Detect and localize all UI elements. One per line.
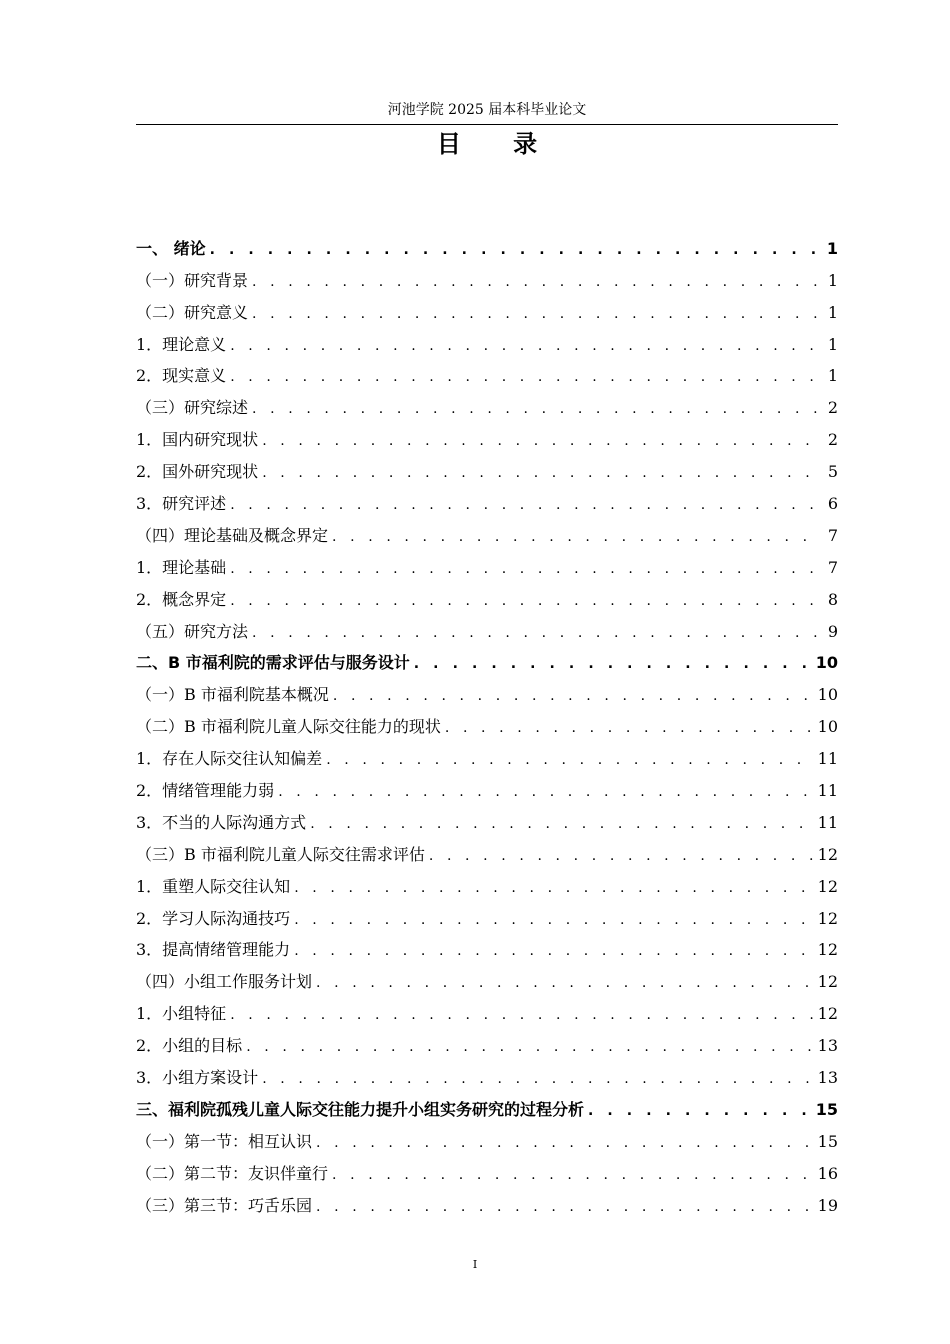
toc-entry-page: 13	[817, 1036, 838, 1056]
toc-entry-title: （五）研究方法	[136, 621, 249, 641]
toc-leader-dots	[414, 652, 812, 676]
toc-entry[interactable]	[136, 453, 838, 485]
toc-entry-title: （一）B 市福利院基本概况	[136, 685, 329, 705]
toc-entry[interactable]	[136, 740, 838, 772]
toc-leader-dots	[252, 397, 822, 421]
toc-entry-page: 11	[817, 749, 838, 769]
page-number: I	[472, 1258, 478, 1271]
toc-title: 目 录	[436, 130, 560, 158]
toc-entry-title: （三）B 市福利院儿童人际交往需求评估	[136, 844, 425, 864]
toc-entry-page: 10	[817, 717, 838, 737]
toc-entry-title: 2．国外研究现状	[136, 462, 259, 482]
toc-entry-title: （二）B 市福利院儿童人际交往能力的现状	[136, 717, 441, 737]
toc-entry-page: 1	[827, 366, 838, 386]
toc-entry-page: 15	[815, 1099, 838, 1119]
toc-entry[interactable]	[136, 294, 838, 326]
toc-leader-dots	[294, 908, 813, 932]
toc-leader-dots	[230, 365, 822, 389]
toc-entry-page: 10	[815, 653, 838, 673]
toc-entry-page: 16	[817, 1163, 838, 1183]
toc-leader-dots	[252, 270, 822, 294]
toc-entry[interactable]	[136, 772, 838, 804]
toc-leader-dots	[262, 461, 822, 485]
toc-entry-page: 10	[817, 685, 838, 705]
toc-leader-dots	[262, 1067, 813, 1091]
toc-entry-page: 9	[827, 621, 838, 641]
toc-entry-title: 三、福利院孤残儿童人际交往能力提升小组实务研究的过程分析	[136, 1099, 585, 1119]
toc-entry-title: 3．不当的人际沟通方式	[136, 812, 307, 832]
toc-leader-dots	[230, 493, 822, 517]
toc-entry-page: 7	[827, 525, 838, 545]
toc-entry[interactable]	[136, 708, 838, 740]
toc-leader-dots	[252, 621, 822, 645]
toc-entry-title: 3．研究评述	[136, 494, 227, 514]
toc-entry-page: 12	[817, 940, 838, 960]
toc-entry-page: 12	[817, 844, 838, 864]
toc-entry[interactable]	[136, 485, 838, 517]
toc-entry-page: 11	[817, 812, 838, 832]
toc-entry[interactable]	[136, 613, 838, 645]
toc-entry-title: 2．概念界定	[136, 589, 227, 609]
toc-entry[interactable]	[136, 262, 838, 294]
toc-leader-dots	[294, 939, 813, 963]
toc-entry-title: （四）小组工作服务计划	[136, 972, 313, 992]
toc-entry[interactable]	[136, 421, 838, 453]
toc-leader-dots	[333, 684, 814, 708]
table-of-contents	[136, 230, 838, 1219]
toc-entry-title: （一）第一节：相互认识	[136, 1131, 313, 1151]
toc-leader-dots	[332, 1163, 814, 1187]
toc-leader-dots	[230, 557, 822, 581]
toc-leader-dots	[316, 1131, 814, 1155]
running-header: 河池学院 2025 届本科毕业论文	[387, 102, 587, 118]
toc-leader-dots	[429, 844, 814, 868]
toc-leader-dots	[262, 429, 822, 453]
toc-entry-title: 1．理论基础	[136, 557, 227, 577]
toc-leader-dots	[445, 716, 814, 740]
toc-entry[interactable]	[136, 230, 838, 262]
toc-entry[interactable]	[136, 1123, 838, 1155]
toc-entry-page: 6	[827, 494, 838, 514]
toc-entry[interactable]	[136, 358, 838, 390]
toc-entry-title: 二、B 市福利院的需求评估与服务设计	[136, 653, 410, 673]
toc-entry-title: （三）研究综述	[136, 398, 249, 418]
toc-entry[interactable]	[136, 804, 838, 836]
toc-entry-page: 12	[817, 1004, 838, 1024]
toc-entry-title: （二）研究意义	[136, 302, 249, 322]
toc-entry-page: 1	[827, 270, 838, 290]
toc-leader-dots	[588, 1099, 812, 1123]
toc-entry-title: 1．理论意义	[136, 334, 227, 354]
toc-entry-page: 1	[826, 238, 838, 258]
toc-entry[interactable]	[136, 1091, 838, 1123]
toc-entry[interactable]	[136, 389, 838, 421]
toc-entry[interactable]	[136, 549, 838, 581]
toc-leader-dots	[316, 1195, 814, 1219]
toc-entry-title: 2．学习人际沟通技巧	[136, 908, 291, 928]
toc-entry-page: 1	[827, 302, 838, 322]
toc-entry[interactable]	[136, 326, 838, 358]
toc-leader-dots	[278, 780, 813, 804]
toc-entry-title: （一）研究背景	[136, 270, 249, 290]
toc-entry-title: 2．情绪管理能力弱	[136, 781, 275, 801]
toc-leader-dots	[310, 812, 813, 836]
toc-leader-dots	[332, 525, 822, 549]
toc-entry-page: 5	[827, 462, 838, 482]
toc-entry-page: 1	[827, 334, 838, 354]
toc-leader-dots	[294, 876, 813, 900]
toc-entry-title: 1．国内研究现状	[136, 430, 259, 450]
toc-entry-title: 一、 绪论	[136, 238, 206, 258]
toc-entry-title: 3．提高情绪管理能力	[136, 940, 291, 960]
toc-leader-dots	[230, 1003, 813, 1027]
toc-entry[interactable]	[136, 1027, 838, 1059]
toc-entry-page: 12	[817, 972, 838, 992]
toc-entry-title: 3．小组方案设计	[136, 1068, 259, 1088]
toc-entry[interactable]	[136, 868, 838, 900]
toc-entry[interactable]	[136, 963, 838, 995]
toc-entry[interactable]	[136, 1187, 838, 1219]
toc-entry[interactable]	[136, 932, 838, 964]
toc-entry-page: 19	[817, 1195, 838, 1215]
toc-entry-title: （三）第三节：巧舌乐园	[136, 1195, 313, 1215]
toc-entry-page: 2	[827, 430, 838, 450]
toc-entry-page: 11	[817, 781, 838, 801]
toc-leader-dots	[252, 302, 822, 326]
toc-entry-page: 2	[827, 398, 838, 418]
toc-entry[interactable]	[136, 517, 838, 549]
toc-entry-title: 1．小组特征	[136, 1004, 227, 1024]
toc-leader-dots	[230, 334, 822, 358]
toc-entry-title: 1．存在人际交往认知偏差	[136, 749, 323, 769]
toc-entry-title: 2．小组的目标	[136, 1036, 243, 1056]
toc-entry[interactable]	[136, 836, 838, 868]
toc-leader-dots	[230, 589, 822, 613]
toc-entry-page: 7	[827, 557, 838, 577]
toc-entry-title: （四）理论基础及概念界定	[136, 525, 329, 545]
toc-entry-title: 2．现实意义	[136, 366, 227, 386]
toc-entry-title: （二）第二节：友识伴童行	[136, 1163, 329, 1183]
toc-entry-page: 12	[817, 876, 838, 896]
toc-entry-title: 1．重塑人际交往认知	[136, 876, 291, 896]
toc-entry-page: 15	[817, 1131, 838, 1151]
header-rule	[136, 124, 838, 125]
toc-entry[interactable]	[136, 676, 838, 708]
toc-entry[interactable]	[136, 1059, 838, 1091]
toc-entry[interactable]	[136, 900, 838, 932]
toc-leader-dots	[210, 238, 822, 262]
toc-entry-page: 8	[827, 589, 838, 609]
toc-entry[interactable]	[136, 1155, 838, 1187]
toc-entry-page: 13	[817, 1068, 838, 1088]
toc-leader-dots	[246, 1035, 813, 1059]
toc-entry[interactable]	[136, 645, 838, 677]
toc-leader-dots	[316, 971, 814, 995]
toc-leader-dots	[326, 748, 813, 772]
toc-entry-page: 12	[817, 908, 838, 928]
toc-entry[interactable]	[136, 995, 838, 1027]
toc-entry[interactable]	[136, 581, 838, 613]
